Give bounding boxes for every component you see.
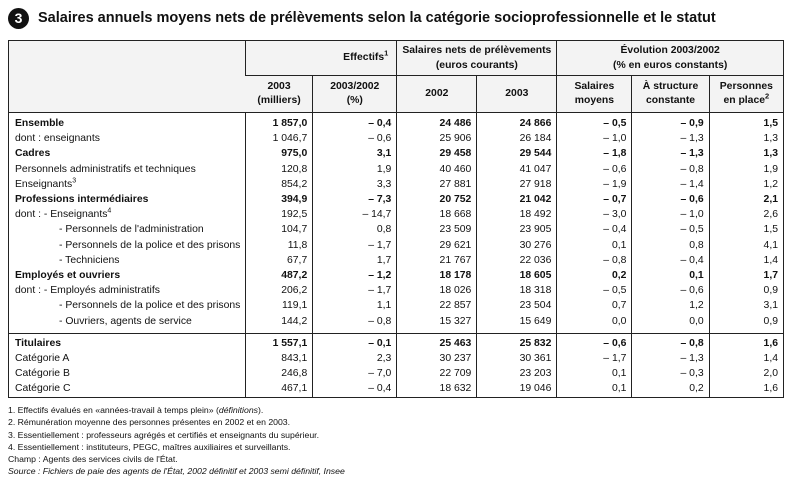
cell-evolution-structure-constante: – 0,4: [632, 253, 709, 268]
cell-salaire-2003: 29 544: [477, 146, 557, 161]
footnote-2: 2. Rémunération moyenne des personnes présentes en 2002 et en 2003.: [8, 417, 291, 428]
cell-salaire-2002: 25 463: [397, 333, 477, 351]
cell-salaire-2003: 23 203: [477, 366, 557, 381]
row-label: [9, 351, 246, 366]
table-row: [9, 131, 784, 146]
table-row: [9, 253, 784, 268]
col-header-effectifs-2003-line2: (milliers): [257, 95, 301, 106]
cell-evolution-salaires-moyens: – 0,4: [557, 222, 632, 237]
cell-effectifs-evolution: 3,1: [313, 146, 397, 161]
col-header-structure-constante: [632, 76, 709, 113]
cell-salaire-2002: 40 460: [397, 162, 477, 177]
cell-effectifs-evolution: – 7,3: [313, 192, 397, 207]
cell-salaire-2002: 23 509: [397, 222, 477, 237]
header-evolution: [557, 41, 784, 76]
cell-evolution-salaires-moyens: – 0,6: [557, 162, 632, 177]
cell-salaire-2002: 22 709: [397, 366, 477, 381]
row-label-text: - Personnels de la police et des prisons: [59, 239, 241, 251]
cell-evolution-personnes-en-place: 1,4: [709, 253, 783, 268]
row-label-text: Enseignants: [15, 178, 73, 190]
footnote-1-end: ).: [258, 405, 264, 415]
row-label: [9, 238, 246, 253]
cell-evolution-structure-constante: – 1,3: [632, 131, 709, 146]
cell-effectifs-2003: 394,9: [246, 192, 313, 207]
cell-evolution-salaires-moyens: – 1,9: [557, 177, 632, 192]
cell-evolution-salaires-moyens: – 1,0: [557, 131, 632, 146]
cell-salaire-2003: 18 492: [477, 207, 557, 222]
cell-effectifs-2003: 120,8: [246, 162, 313, 177]
footnote-4: 4. Essentiellement : instituteurs, PEGC, maîtres auxiliaires et surveillants.: [8, 441, 291, 452]
cell-evolution-structure-constante: 0,1: [632, 268, 709, 283]
col-header-personnes-en-place-line1: Personnes: [719, 81, 773, 92]
row-label-text: dont : enseignants: [15, 133, 100, 145]
cell-salaire-2003: 22 036: [477, 253, 557, 268]
cell-evolution-salaires-moyens: 0,1: [557, 238, 632, 253]
cell-effectifs-evolution: – 0,6: [313, 131, 397, 146]
header-effectifs-label: Effectifs: [343, 52, 385, 64]
cell-salaire-2002: 18 026: [397, 283, 477, 298]
row-label-text: Cadres: [15, 148, 51, 160]
row-label-text: dont : - Employés administratifs: [15, 285, 160, 297]
cell-effectifs-evolution: 0,8: [313, 222, 397, 237]
col-header-personnes-en-place: [709, 76, 783, 113]
cell-effectifs-2003: 119,1: [246, 298, 313, 313]
row-label: [9, 381, 246, 397]
cell-evolution-salaires-moyens: – 0,7: [557, 192, 632, 207]
row-label: [9, 146, 246, 161]
cell-evolution-structure-constante: – 0,8: [632, 162, 709, 177]
table-row: [9, 333, 784, 351]
cell-evolution-structure-constante: – 0,3: [632, 366, 709, 381]
cell-effectifs-2003: 1 557,1: [246, 333, 313, 351]
cell-evolution-structure-constante: – 0,5: [632, 222, 709, 237]
col-header-structure-constante-line2: constante: [645, 95, 696, 106]
source-note: Source : Fichiers de paie des agents de l'État, 2002 définitif et 2003 semi définitif, Insee: [8, 466, 345, 477]
cell-salaire-2002: 29 621: [397, 238, 477, 253]
col-header-effectifs-evolution: [313, 76, 397, 113]
cell-evolution-personnes-en-place: 4,1: [709, 238, 783, 253]
cell-salaire-2002: 22 857: [397, 298, 477, 313]
cell-evolution-structure-constante: – 1,3: [632, 351, 709, 366]
cell-salaire-2003: 15 649: [477, 314, 557, 334]
row-label-text: Ensemble: [15, 118, 65, 129]
col-header-salaires-2002: 2002: [397, 76, 477, 113]
cell-evolution-salaires-moyens: – 0,8: [557, 253, 632, 268]
row-label: [9, 366, 246, 381]
cell-effectifs-evolution: – 0,4: [313, 113, 397, 132]
cell-evolution-salaires-moyens: – 3,0: [557, 207, 632, 222]
cell-evolution-personnes-en-place: 2,6: [709, 207, 783, 222]
table-body-categories: [9, 113, 784, 334]
cell-evolution-personnes-en-place: 1,7: [709, 268, 783, 283]
table-body-statuts: [9, 333, 784, 397]
cell-effectifs-2003: 1 046,7: [246, 131, 313, 146]
footnote-ref-1: 1: [384, 48, 389, 58]
row-label-text: Professions intermédiaires: [15, 194, 149, 206]
header-salaires-line1: Salaires nets de prélèvements: [402, 44, 552, 56]
cell-salaire-2003: 19 046: [477, 381, 557, 397]
cell-salaire-2002: 18 632: [397, 381, 477, 397]
footnote-1: [8, 404, 784, 416]
cell-evolution-personnes-en-place: 2,0: [709, 366, 783, 381]
footnote-1-italic: définitions: [218, 405, 258, 415]
cell-salaire-2003: 25 832: [477, 333, 557, 351]
cell-effectifs-2003: 246,8: [246, 366, 313, 381]
cell-salaire-2003: 26 184: [477, 131, 557, 146]
cell-salaire-2002: 21 767: [397, 253, 477, 268]
cell-effectifs-evolution: – 1,2: [313, 268, 397, 283]
cell-evolution-structure-constante: – 1,0: [632, 207, 709, 222]
cell-effectifs-2003: 975,0: [246, 146, 313, 161]
cell-salaire-2002: 18 178: [397, 268, 477, 283]
cell-evolution-personnes-en-place: 1,3: [709, 146, 783, 161]
cell-evolution-personnes-en-place: 1,9: [709, 162, 783, 177]
row-label: [9, 177, 246, 192]
cell-salaire-2003: 18 318: [477, 283, 557, 298]
cell-salaire-2003: 23 905: [477, 222, 557, 237]
cell-effectifs-2003: 67,7: [246, 253, 313, 268]
page-title: Salaires annuels moyens nets de prélèvements selon la catégorie socioprofessionnelle et le statut: [38, 10, 716, 26]
cell-salaire-2002: 29 458: [397, 146, 477, 161]
row-label-text: Catégorie B: [15, 368, 70, 380]
row-label: [9, 253, 246, 268]
col-header-salaires-2003: 2003: [477, 76, 557, 113]
table-row: [9, 298, 784, 313]
cell-evolution-salaires-moyens: 0,1: [557, 381, 632, 397]
cell-evolution-personnes-en-place: 0,9: [709, 314, 783, 334]
footnote-1-text: 1. Effectifs évalués en «années-travail à temps plein» (: [8, 405, 219, 415]
cell-evolution-structure-constante: – 1,3: [632, 146, 709, 161]
table-header: [9, 41, 784, 113]
cell-evolution-structure-constante: – 0,6: [632, 192, 709, 207]
header-salaires-line2: (euros courants): [435, 60, 518, 71]
cell-evolution-structure-constante: – 0,9: [632, 113, 709, 132]
cell-effectifs-evolution: – 0,8: [313, 314, 397, 334]
cell-salaire-2003: 21 042: [477, 192, 557, 207]
cell-evolution-structure-constante: – 0,8: [632, 333, 709, 351]
cell-evolution-salaires-moyens: 0,0: [557, 314, 632, 334]
col-header-personnes-en-place-line2: en place: [723, 95, 766, 106]
row-label: [9, 268, 246, 283]
cell-evolution-personnes-en-place: 1,5: [709, 113, 783, 132]
cell-evolution-personnes-en-place: 1,6: [709, 381, 783, 397]
header-evolution-line1: Évolution 2003/2002: [620, 44, 720, 56]
salary-table: [8, 40, 784, 398]
cell-effectifs-2003: 11,8: [246, 238, 313, 253]
cell-evolution-personnes-en-place: 1,3: [709, 131, 783, 146]
cell-effectifs-2003: 104,7: [246, 222, 313, 237]
table-row: [9, 283, 784, 298]
cell-evolution-salaires-moyens: – 0,6: [557, 333, 632, 351]
footnote-ref-2: 2: [765, 91, 770, 101]
footnote-ref: 3: [72, 177, 77, 185]
cell-evolution-personnes-en-place: 1,5: [709, 222, 783, 237]
cell-effectifs-2003: 206,2: [246, 283, 313, 298]
row-label-text: - Ouvriers, agents de service: [59, 315, 192, 327]
cell-evolution-personnes-en-place: 1,2: [709, 177, 783, 192]
cell-evolution-salaires-moyens: 0,7: [557, 298, 632, 313]
cell-effectifs-evolution: 1,7: [313, 253, 397, 268]
row-label-text: Titulaires: [15, 337, 62, 349]
cell-salaire-2003: 27 918: [477, 177, 557, 192]
cell-effectifs-evolution: 1,9: [313, 162, 397, 177]
figure-number-badge: 3: [8, 8, 29, 29]
cell-effectifs-evolution: 1,1: [313, 298, 397, 313]
row-label-text: dont : - Enseignants: [15, 209, 108, 221]
cell-salaire-2002: 20 752: [397, 192, 477, 207]
table-row: [9, 268, 784, 283]
table-row: [9, 192, 784, 207]
cell-evolution-structure-constante: – 1,4: [632, 177, 709, 192]
table-row: [9, 207, 784, 222]
table-row: [9, 366, 784, 381]
cell-evolution-personnes-en-place: 2,1: [709, 192, 783, 207]
header-evolution-line2: (% en euros constants): [613, 60, 728, 71]
cell-effectifs-2003: 144,2: [246, 314, 313, 334]
row-label-text: - Personnels de la police et des prisons: [59, 300, 241, 312]
cell-evolution-structure-constante: 1,2: [632, 298, 709, 313]
col-header-effectifs-2003: [246, 76, 313, 113]
table-row: [9, 314, 784, 334]
row-label: [9, 131, 246, 146]
cell-evolution-structure-constante: – 0,6: [632, 283, 709, 298]
table-row: [9, 238, 784, 253]
cell-salaire-2002: 30 237: [397, 351, 477, 366]
cell-salaire-2003: 30 361: [477, 351, 557, 366]
footnote-3: 3. Essentiellement : professeurs agrégés et certifiés et enseignants du supérieur.: [8, 429, 319, 440]
row-label: [9, 298, 246, 313]
cell-evolution-structure-constante: 0,8: [632, 238, 709, 253]
cell-evolution-salaires-moyens: – 1,8: [557, 146, 632, 161]
row-label: [9, 192, 246, 207]
cell-effectifs-evolution: – 14,7: [313, 207, 397, 222]
row-label: [9, 283, 246, 298]
cell-effectifs-2003: 1 857,0: [246, 113, 313, 132]
cell-effectifs-evolution: – 7,0: [313, 366, 397, 381]
cell-salaire-2002: 18 668: [397, 207, 477, 222]
cell-effectifs-2003: 487,2: [246, 268, 313, 283]
cell-effectifs-evolution: – 1,7: [313, 283, 397, 298]
row-label-text: Catégorie C: [15, 383, 71, 395]
cell-effectifs-evolution: – 1,7: [313, 238, 397, 253]
cell-salaire-2002: 25 906: [397, 131, 477, 146]
title-row: [8, 4, 716, 32]
header-effectifs: [246, 41, 397, 76]
col-header-salaires-moyens-line2: moyens: [574, 95, 615, 106]
col-header-salaires-moyens: [557, 76, 632, 113]
cell-salaire-2003: 41 047: [477, 162, 557, 177]
row-label-text: Catégorie A: [15, 353, 70, 365]
table-row: [9, 146, 784, 161]
table-row: [9, 222, 784, 237]
cell-salaire-2003: 30 276: [477, 238, 557, 253]
cell-evolution-salaires-moyens: – 0,5: [557, 283, 632, 298]
row-label-text: - Personnels de l'administration: [59, 224, 204, 236]
cell-evolution-personnes-en-place: 1,6: [709, 333, 783, 351]
footnotes: [8, 404, 784, 478]
row-label: [9, 333, 246, 351]
cell-salaire-2002: 27 881: [397, 177, 477, 192]
cell-effectifs-evolution: – 0,1: [313, 333, 397, 351]
row-label: [9, 314, 246, 334]
cell-evolution-structure-constante: 0,2: [632, 381, 709, 397]
table-row: [9, 351, 784, 366]
cell-evolution-salaires-moyens: – 0,5: [557, 113, 632, 132]
header-salaires: [397, 41, 557, 76]
cell-salaire-2003: 23 504: [477, 298, 557, 313]
cell-effectifs-evolution: 2,3: [313, 351, 397, 366]
table-row: [9, 381, 784, 397]
table-row: [9, 162, 784, 177]
row-label-text: - Techniciens: [59, 254, 120, 266]
cell-effectifs-2003: 192,5: [246, 207, 313, 222]
cell-effectifs-2003: 843,1: [246, 351, 313, 366]
table-row: [9, 177, 784, 192]
champ-note: Champ : Agents des services civils de l'État.: [8, 454, 178, 465]
col-header-salaires-moyens-line1: Salaires: [574, 81, 615, 92]
cell-effectifs-evolution: 3,3: [313, 177, 397, 192]
cell-evolution-personnes-en-place: 0,9: [709, 283, 783, 298]
row-label: [9, 222, 246, 237]
cell-effectifs-2003: 854,2: [246, 177, 313, 192]
cell-evolution-structure-constante: 0,0: [632, 314, 709, 334]
row-label: [9, 162, 246, 177]
cell-salaire-2002: 15 327: [397, 314, 477, 334]
cell-effectifs-2003: 467,1: [246, 381, 313, 397]
col-header-effectifs-evolution-line2: (%): [346, 95, 363, 106]
footnote-ref: 4: [107, 207, 112, 215]
cell-salaire-2003: 24 866: [477, 113, 557, 132]
row-label: [9, 113, 246, 132]
cell-evolution-salaires-moyens: – 1,7: [557, 351, 632, 366]
cell-evolution-personnes-en-place: 3,1: [709, 298, 783, 313]
col-header-structure-constante-line1: À structure: [642, 81, 699, 92]
label-header-cell: [9, 41, 246, 113]
cell-evolution-salaires-moyens: 0,1: [557, 366, 632, 381]
col-header-effectifs-evolution-line1: 2003/2002: [330, 81, 380, 92]
row-label: [9, 207, 246, 222]
row-label-text: Employés et ouvriers: [15, 270, 121, 282]
cell-salaire-2002: 24 486: [397, 113, 477, 132]
cell-effectifs-evolution: – 0,4: [313, 381, 397, 397]
cell-salaire-2003: 18 605: [477, 268, 557, 283]
cell-evolution-salaires-moyens: 0,2: [557, 268, 632, 283]
col-header-effectifs-2003-line1: 2003: [267, 81, 291, 92]
cell-evolution-personnes-en-place: 1,4: [709, 351, 783, 366]
table-row: [9, 113, 784, 132]
row-label-text: Personnels administratifs et techniques: [15, 163, 196, 175]
